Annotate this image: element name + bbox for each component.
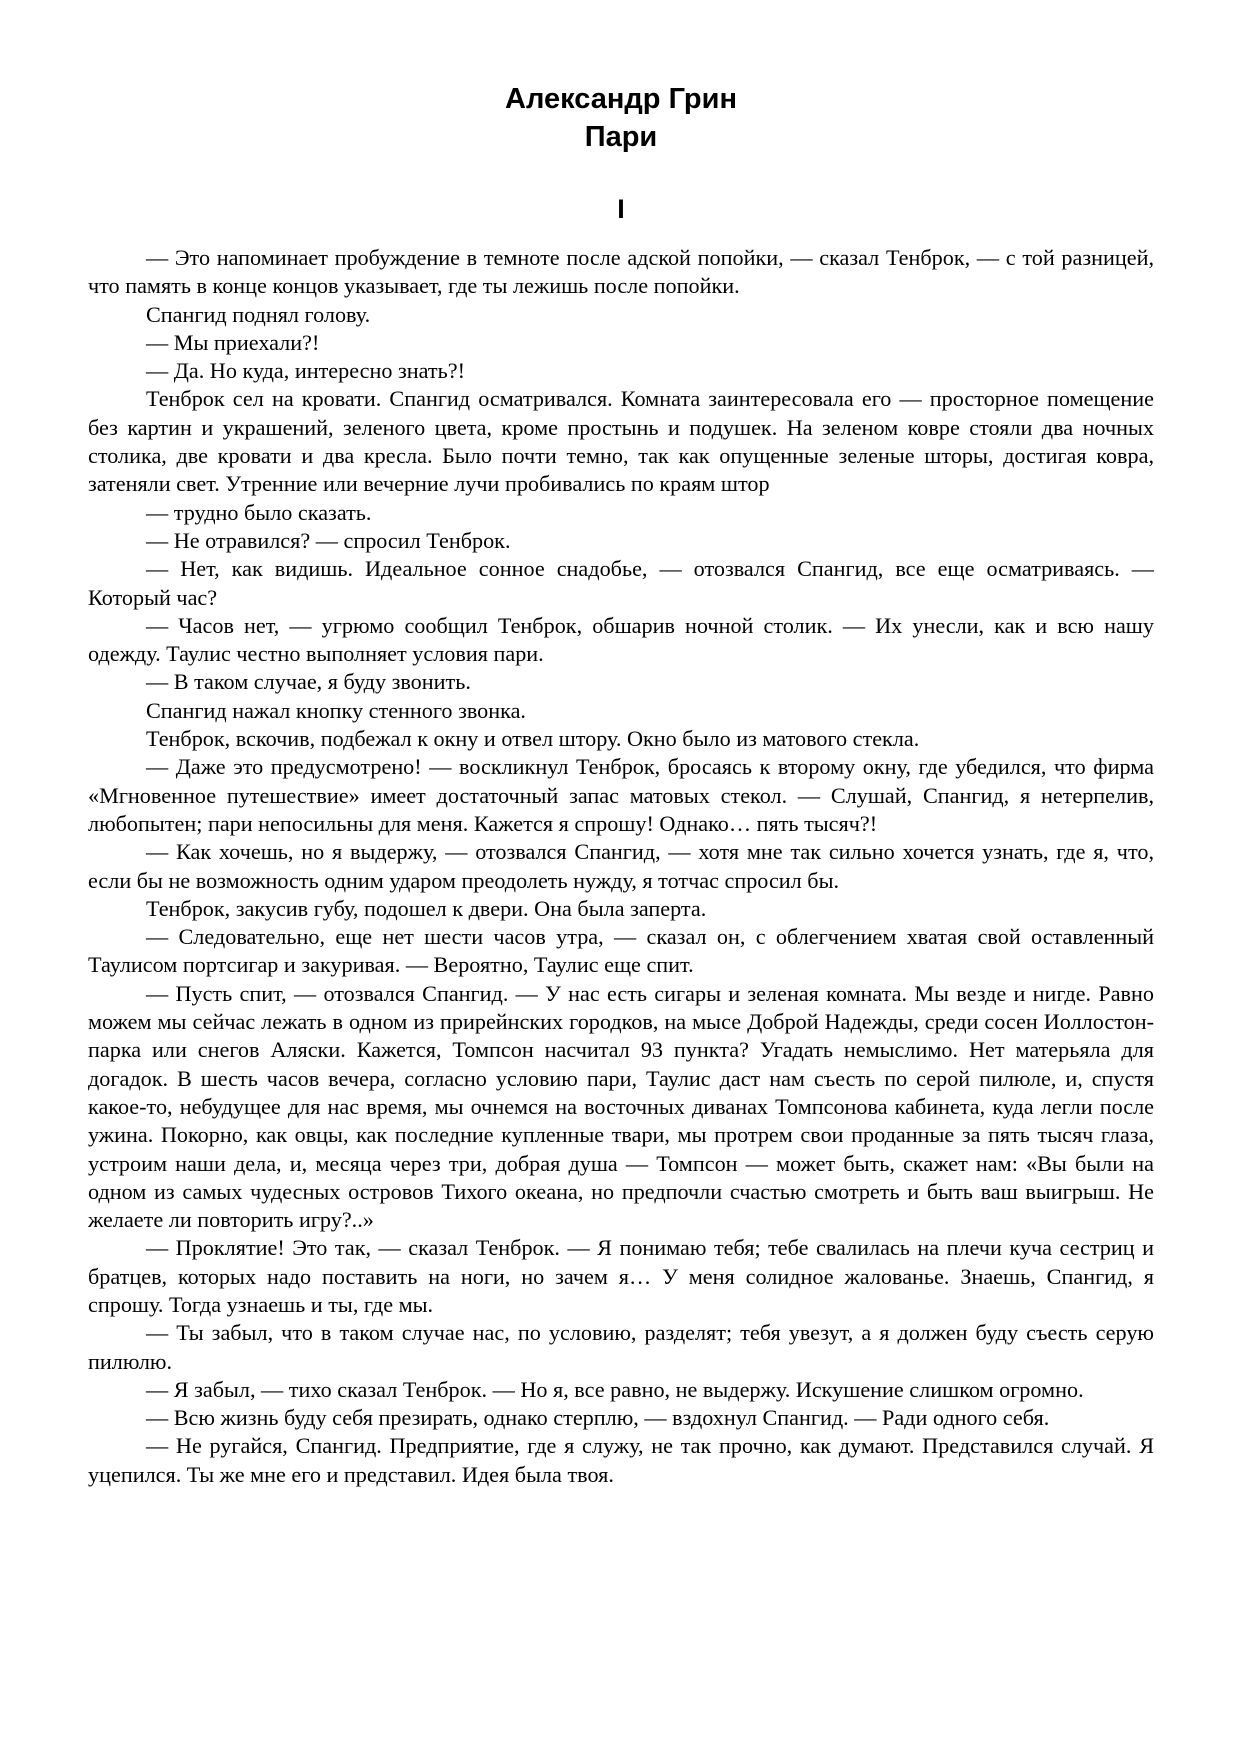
- document-page: [88, 80, 1154, 1489]
- paragraph: Тенброк сел на кровати. Спангид осматривался. Комната заинтересовала его — просторное помещение без картин и украшений, зеленого цвета, кроме простынь и подушек. На зеленом ковре стояли два ночных столика, две кровати и два кресла. Было почти темно, так как опущенные зеленые шторы, достигая ковра, затеняли свет. Утренние или вечерние лучи пробивались по краям штор: [88, 386, 1154, 497]
- story-title: Пари: [584, 121, 658, 153]
- story-text: [88, 244, 1154, 1489]
- paragraph: — Я забыл, — тихо сказал Тенброк. — Но я, все равно, не выдержу. Искушение слишком огромно.: [146, 1376, 1084, 1402]
- paragraph: — Ты забыл, что в таком случае нас, по условию, разделят; тебя увезут, а я должен буду съесть серую пилюлю.: [88, 1320, 1154, 1374]
- paragraph: — трудно было сказать.: [146, 499, 372, 525]
- paragraph: Спангид поднял голову.: [146, 301, 371, 327]
- paragraph: — Часов нет, — угрюмо сообщил Тенброк, обшарив ночной столик. — Их унесли, как и всю нашу одежду. Таулис честно выполняет условия пари.: [88, 612, 1154, 667]
- paragraph: — Нет, как видишь. Идеальное сонное снадобье, — отозвался Спангид, все еще осматриваясь. — Который час?: [88, 556, 1154, 610]
- paragraph: — Да. Но куда, интересно знать?!: [146, 358, 465, 384]
- paragraph: — В таком случае, я буду звонить.: [146, 669, 471, 695]
- paragraph: — Даже это предусмотрено! — воскликнул Тенброк, бросаясь к второму окну, где убедился, что фирма «Мгновенное путешествие» имеет достаточный запас матовых стекол. — Слушай, Спангид, я нетерпелив, любопытен; пари непосильны для меня. Кажется я спрошу! Однако… пять тысяч?!: [88, 754, 1154, 836]
- paragraph: — Всю жизнь буду себя презирать, однако стерплю, — вздохнул Спангид. — Ради одного себя.: [146, 1405, 1050, 1431]
- paragraph: — Пусть спит, — отозвался Спангид. — У нас есть сигары и зеленая комната. Мы везде и нигде. Равно можем мы сейчас лежать в одном из прирейнских городков, на мысе Доброй Надежды, среди сосен Иоллостон-парка или снегов Аляски. Кажется, Томпсон насчитал 93 пункта? Угадать немыслимо. Нет матерьяла для догадок. В шесть часов вечера, согласно условию пари, Таулис даст нам съесть по серой пилюле, и, спустя какое-то, небудущее для нас время, мы очнемся на восточных диванах Томпсонова кабинета, куда легли после ужина. Покорно, как овцы, как последние купленные твари, мы протрем свои проданные за пять тысяч глаза, устроим наши дела, и, месяца через три, добрая душа — Томпсон — может быть, скажет нам: «Вы были на одном из самых чудесных островов Тихого океана, но предпочли счастью смотреть и быть ваш выигрыш. Не желаете ли повторить игру?..»: [88, 980, 1154, 1233]
- chapter-heading: I: [617, 194, 625, 224]
- paragraph: — Проклятие! Это так, — сказал Тенброк. — Я понимаю тебя; тебе свалилась на плечи куча сестриц и братцев, которых надо поставить на ноги, но зачем я… У меня солидное жалованье. Знаешь, Спангид, я спрошу. Тогда узнаешь и ты, где мы.: [88, 1235, 1154, 1317]
- paragraph: — Это напоминает пробуждение в темноте после адской попойки, — сказал Тенброк, — с той разницей, что память в конце концов указывает, где ты лежишь после попойки.: [88, 245, 1154, 299]
- paragraph: — Следовательно, еще нет шести часов утра, — сказал он, с облегчением хватая свой оставленный Таулисом портсигар и закуривая. — Вероятно, Таулис еще спит.: [88, 924, 1154, 978]
- paragraph: Тенброк, вскочив, подбежал к окну и отвел штору. Окно было из матового стекла.: [146, 726, 920, 752]
- paragraph: Спангид нажал кнопку стенного звонка.: [146, 697, 526, 723]
- paragraph: — Не ругайся, Спангид. Предприятие, где я служу, не так прочно, как думают. Представился случай. Я уцепился. Ты же мне его и представил. Идея была твоя.: [88, 1433, 1154, 1487]
- paragraph: — Не отравился? — спросил Тенброк.: [146, 527, 511, 553]
- paragraph: Тенброк, закусив губу, подошел к двери. Она была заперта.: [146, 895, 707, 921]
- author-name: Александр Грин: [505, 83, 737, 115]
- paragraph: — Мы приехали?!: [146, 329, 320, 355]
- paragraph: — Как хочешь, но я выдержу, — отозвался Спангид, — хотя мне так сильно хочется узнать, где я, что, если бы не возможность одним ударом преодолеть нужду, я тотчас спросил бы.: [88, 839, 1154, 893]
